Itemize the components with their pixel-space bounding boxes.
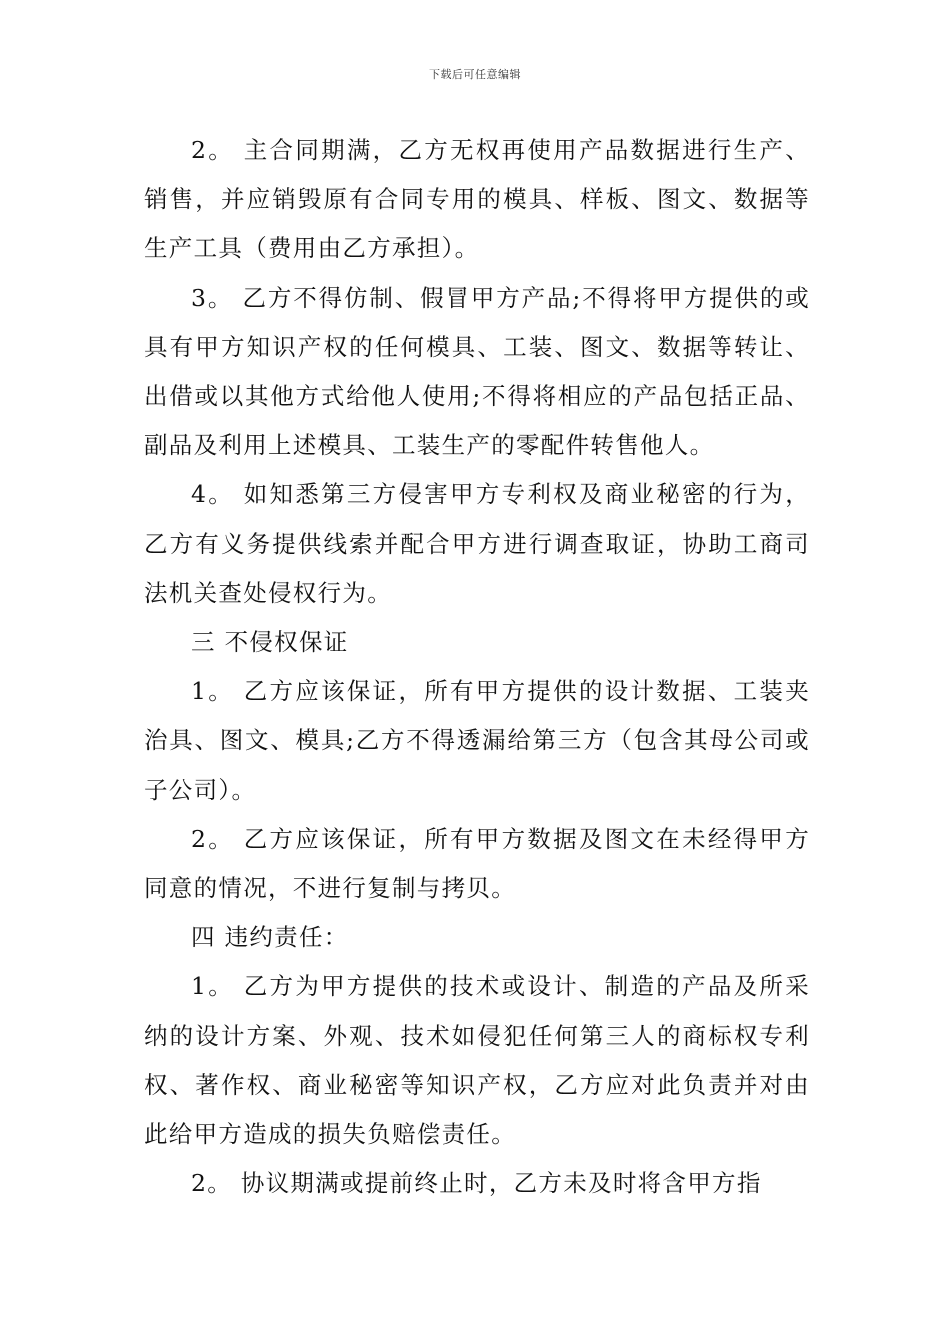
paragraph-liability-1: 1。 乙方为甲方提供的技术或设计、制造的产品及所采纳的设计方案、外观、技术如侵犯任何第三人的商标权专利权、著作权、商业秘密等知识产权，乙方应对此负责并对由此给甲方造成的损失负赔偿责任。 — [144, 972, 810, 1149]
paragraph-clause-4: 4。 如知悉第三方侵害甲方专利权及商业秘密的行为，乙方有义务提供线索并配合甲方进行调查取证，协助工商司法机关查处侵权行为。 — [144, 480, 810, 607]
paragraph-clause-3: 3。 乙方不得仿制、假冒甲方产品;不得将甲方提供的或具有甲方知识产权的任何模具、工装、图文、数据等转让、出借或以其他方式给他人使用;不得将相应的产品包括正品、副品及利用上述模具、工装生产的零配件转售他人。 — [144, 283, 810, 460]
paragraph-guarantee-1: 1。 乙方应该保证，所有甲方提供的设计数据、工装夹治具、图文、模具;乙方不得透漏给第三方（包含其母公司或子公司）。 — [144, 677, 810, 804]
paragraph-clause-2: 2。 主合同期满，乙方无权再使用产品数据进行生产、销售，并应销毁原有合同专用的模具、样板、图文、数据等生产工具（费用由乙方承担）。 — [144, 136, 810, 263]
paragraph-guarantee-2: 2。 乙方应该保证，所有甲方数据及图文在未经得甲方同意的情况，不进行复制与拷贝。 — [144, 824, 810, 903]
page-header: 下载后可任意编辑 — [429, 68, 521, 81]
section-heading-liability: 四 违约责任： — [191, 923, 349, 952]
document-body — [144, 126, 810, 1208]
paragraph-liability-2: 2。 协议期满或提前终止时，乙方未及时将含甲方指 — [191, 1169, 762, 1198]
section-heading-non-infringement: 三 不侵权保证 — [191, 628, 349, 657]
